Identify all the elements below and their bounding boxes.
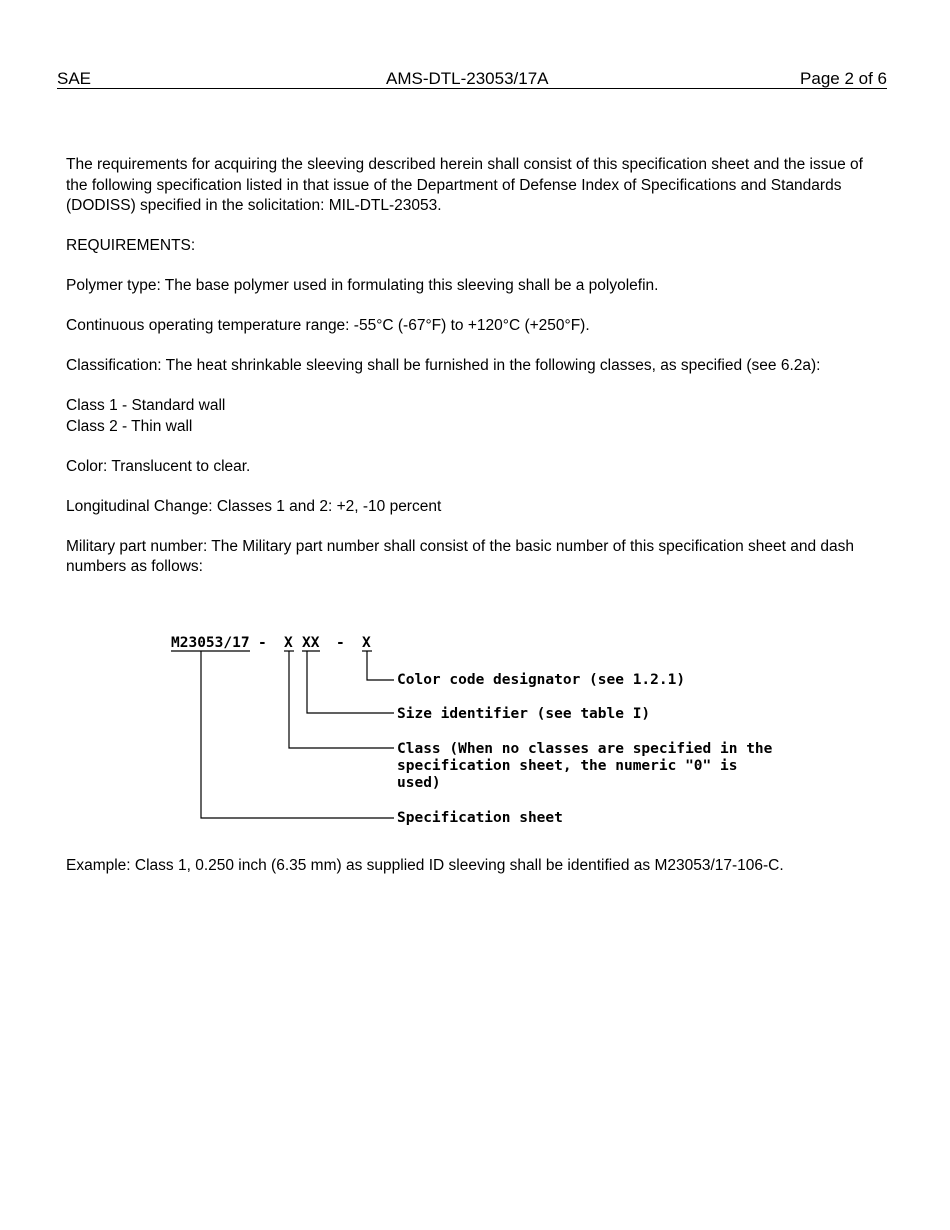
part-base-code: M23053/17 — [171, 635, 250, 651]
polymer-type-paragraph: Polymer type: The base polymer used in formulating this sleeving shall be a polyolefin. — [66, 277, 659, 294]
color-code-label: Color code designator (see 1.2.1) — [397, 672, 686, 688]
color-leader-line — [367, 651, 394, 680]
header-page-number: Page 2 of 6 — [800, 69, 887, 88]
size-code: XX — [302, 635, 320, 651]
color-paragraph: Color: Translucent to clear. — [66, 457, 251, 475]
dash-1: - — [258, 635, 267, 651]
class-2-item: Class 2 - Thin wall — [66, 417, 193, 435]
example-paragraph: Example: Class 1, 0.250 inch (6.35 mm) as supplied ID sleeving shall be identified as M23053/17-106-C. — [66, 857, 784, 874]
document-body — [66, 155, 876, 597]
temperature-paragraph: Continuous operating temperature range: -55°C (-67°F) to +120°C (+250°F). — [66, 317, 590, 334]
class-leader-line — [289, 651, 394, 748]
class-code: X — [284, 635, 293, 651]
spec-leader-line — [201, 651, 394, 818]
color-code: X — [362, 635, 371, 651]
class-label-line-2: specification sheet, the numeric "0" is — [397, 758, 738, 774]
specification-sheet-label: Specification sheet — [397, 810, 563, 826]
dash-2: - — [336, 635, 345, 651]
class-label-line-3: used) — [397, 775, 441, 791]
page-header — [57, 69, 887, 89]
size-leader-line — [307, 651, 394, 713]
class-list — [66, 396, 876, 437]
part-number-paragraph: Military part number: The Military part number shall consist of the basic number of this specification sheet and dash numbers as follows: — [66, 537, 855, 575]
class-label-line-1: Class (When no classes are specified in the — [397, 741, 773, 757]
classification-paragraph: Classification: The heat shrinkable sleeving shall be furnished in the following classes, as specified (see 6.2a): — [66, 357, 821, 374]
requirements-heading: REQUIREMENTS: — [66, 237, 196, 254]
class-1-item: Class 1 - Standard wall — [66, 397, 226, 414]
size-identifier-label: Size identifier (see table I) — [397, 706, 651, 722]
intro-paragraph: The requirements for acquiring the sleeving described herein shall consist of this specification sheet and the issue of the following specification listed in that issue of the Department of Defense Index of Specifications and Standards (DODISS) specified in the solicitation: MIL-DTL-23053. — [66, 156, 863, 214]
header-org: SAE — [57, 69, 92, 88]
longitudinal-change-paragraph: Longitudinal Change: Classes 1 and 2: +2, -10 percent — [66, 497, 442, 515]
header-doc-number: AMS-DTL-23053/17A — [386, 69, 549, 88]
